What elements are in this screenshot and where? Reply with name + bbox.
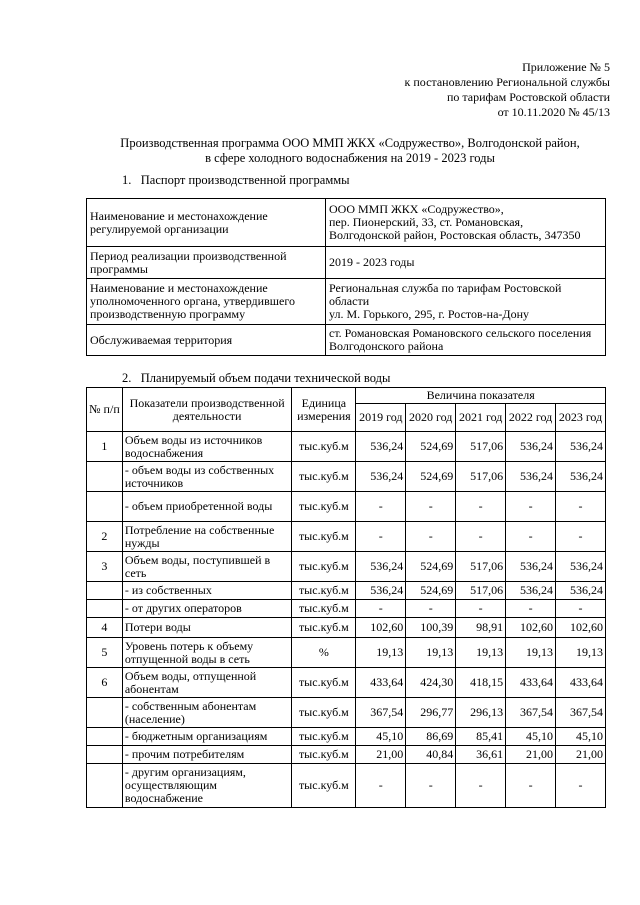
row-value: - — [506, 764, 556, 808]
document-title — [60, 136, 640, 166]
section-1-heading — [122, 173, 350, 188]
row-unit: тыс.куб.м — [292, 618, 356, 638]
row-value: 367,54 — [556, 698, 606, 728]
title-line-2: в сфере холодного водоснабжения на 2019 - 2023 годы — [205, 151, 495, 165]
row-number — [87, 600, 123, 618]
section-number: 1. — [122, 173, 132, 187]
row-value: 19,13 — [356, 638, 406, 668]
table-row — [87, 746, 606, 764]
row-value: - — [556, 522, 606, 552]
row-unit: тыс.куб.м — [292, 764, 356, 808]
row-value: - — [556, 600, 606, 618]
row-indicator: Потребление на собственные нужды — [122, 522, 292, 552]
passport-label: Период реализации производственной программы — [87, 247, 326, 279]
table-row — [87, 764, 606, 808]
value-line: Волгодонской район, Ростовская область, 347350 — [329, 228, 581, 242]
row-unit: тыс.куб.м — [292, 522, 356, 552]
row-value: 424,30 — [406, 668, 456, 698]
row-value: 21,00 — [506, 746, 556, 764]
row-value: 536,24 — [356, 462, 406, 492]
column-header-year: 2023 год — [556, 404, 606, 432]
value-line: ст. Романовская Романовского сельского поселения Волгодонского района — [329, 326, 592, 353]
row-indicator: Уровень потерь к объему отпущенной воды в сеть — [122, 638, 292, 668]
row-value: 536,24 — [556, 552, 606, 582]
value-line: пер. Пионерский, 33, ст. Романовская, — [329, 215, 524, 229]
table-row — [87, 462, 606, 492]
row-unit: тыс.куб.м — [292, 668, 356, 698]
passport-table — [86, 198, 606, 356]
row-number: 6 — [87, 668, 123, 698]
table-row — [87, 199, 606, 247]
volume-table — [86, 387, 606, 808]
row-value: 517,06 — [456, 432, 506, 462]
column-header-value-group: Величина показателя — [356, 388, 606, 404]
row-number: 4 — [87, 618, 123, 638]
row-indicator: - собственным абонентам (население) — [122, 698, 292, 728]
row-value: 45,10 — [556, 728, 606, 746]
row-number — [87, 582, 123, 600]
table-row — [87, 325, 606, 356]
row-indicator: Объем воды, поступившей в сеть — [122, 552, 292, 582]
row-value: 536,24 — [506, 552, 556, 582]
row-value: 19,13 — [556, 638, 606, 668]
row-value: 19,13 — [456, 638, 506, 668]
row-value: 86,69 — [406, 728, 456, 746]
table-row — [87, 552, 606, 582]
row-number — [87, 492, 123, 522]
table-row — [87, 638, 606, 668]
row-unit: тыс.куб.м — [292, 698, 356, 728]
row-value: 45,10 — [356, 728, 406, 746]
row-value: - — [506, 492, 556, 522]
table-row — [87, 582, 606, 600]
row-value: - — [406, 522, 456, 552]
row-number — [87, 746, 123, 764]
row-number — [87, 728, 123, 746]
column-header-year: 2020 год — [406, 404, 456, 432]
row-value: 19,13 — [406, 638, 456, 668]
table-row — [87, 432, 606, 462]
table-row — [87, 279, 606, 325]
row-value: 536,24 — [556, 432, 606, 462]
appendix-line: Приложение № 5 — [522, 60, 610, 74]
passport-value — [326, 325, 606, 356]
row-unit: тыс.куб.м — [292, 600, 356, 618]
row-value: 536,24 — [556, 462, 606, 492]
row-unit: тыс.куб.м — [292, 462, 356, 492]
value-line: Региональная служба по тарифам Ростовской области — [329, 281, 562, 308]
row-indicator: - от других операторов — [122, 600, 292, 618]
row-unit: тыс.куб.м — [292, 728, 356, 746]
row-value: - — [506, 600, 556, 618]
row-value: - — [406, 764, 456, 808]
row-value: 536,24 — [506, 582, 556, 600]
section-2-heading — [122, 371, 390, 386]
row-indicator: Объем воды из источников водоснабжения — [122, 432, 292, 462]
passport-label: Наименование и местонахождение уполномоченного органа, утвердившего производственную программу — [87, 279, 326, 325]
passport-value — [326, 199, 606, 247]
row-unit: тыс.куб.м — [292, 746, 356, 764]
row-number — [87, 764, 123, 808]
row-value: 536,24 — [356, 582, 406, 600]
row-value: 367,54 — [506, 698, 556, 728]
row-value: 524,69 — [406, 432, 456, 462]
column-header-indicator: Показатели производственной деятельности — [122, 388, 292, 432]
row-value: 536,24 — [356, 552, 406, 582]
row-value: - — [406, 600, 456, 618]
row-value: 433,64 — [506, 668, 556, 698]
appendix-line: к постановлению Региональной службы — [404, 75, 610, 89]
appendix-line: по тарифам Ростовской области — [446, 90, 610, 104]
section-title: Паспорт производственной программы — [140, 173, 350, 187]
row-value: 296,77 — [406, 698, 456, 728]
row-value: - — [456, 492, 506, 522]
row-value: 517,06 — [456, 552, 506, 582]
row-value: 98,91 — [456, 618, 506, 638]
appendix-header — [405, 60, 610, 120]
column-header-unit: Единица измерения — [292, 388, 356, 432]
appendix-line: от 10.11.2020 № 45/13 — [497, 105, 610, 119]
row-value: 517,06 — [456, 462, 506, 492]
row-value: 524,69 — [406, 552, 456, 582]
section-number: 2. — [122, 371, 132, 385]
row-value: 102,60 — [506, 618, 556, 638]
row-number: 5 — [87, 638, 123, 668]
row-indicator: - бюджетным организациям — [122, 728, 292, 746]
row-value: 536,24 — [556, 582, 606, 600]
row-value: - — [356, 600, 406, 618]
table-row — [87, 522, 606, 552]
row-value: 100,39 — [406, 618, 456, 638]
row-value: - — [556, 764, 606, 808]
row-number: 3 — [87, 552, 123, 582]
value-line: ул. М. Горького, 295, г. Ростов-на-Дону — [329, 307, 529, 321]
table-row — [87, 600, 606, 618]
row-unit: тыс.куб.м — [292, 492, 356, 522]
row-value: - — [556, 492, 606, 522]
table-row — [87, 728, 606, 746]
row-indicator: - из собственных — [122, 582, 292, 600]
passport-label: Наименование и местонахождение регулируемой организации — [87, 199, 326, 247]
table-header-row — [87, 388, 606, 404]
table-row — [87, 247, 606, 279]
row-indicator: - другим организациям, осуществляющим водоснабжение — [122, 764, 292, 808]
row-value: 45,10 — [506, 728, 556, 746]
passport-value — [326, 247, 606, 279]
row-value: 536,24 — [356, 432, 406, 462]
row-value: - — [506, 522, 556, 552]
row-number — [87, 698, 123, 728]
column-header-num: № п/п — [87, 388, 123, 432]
row-unit: % — [292, 638, 356, 668]
row-number: 1 — [87, 432, 123, 462]
table-row — [87, 618, 606, 638]
row-value: 102,60 — [356, 618, 406, 638]
table-row — [87, 492, 606, 522]
row-value: 536,24 — [506, 462, 556, 492]
row-value: 21,00 — [356, 746, 406, 764]
row-value: 296,13 — [456, 698, 506, 728]
row-number: 2 — [87, 522, 123, 552]
table-row — [87, 698, 606, 728]
row-value: 433,64 — [556, 668, 606, 698]
row-indicator: - прочим потребителям — [122, 746, 292, 764]
section-title: Планируемый объем подачи технической воды — [140, 371, 391, 385]
value-line: ООО ММП ЖКХ «Содружество», — [329, 202, 504, 216]
row-indicator: Объем воды, отпущенной абонентам — [122, 668, 292, 698]
row-value: - — [456, 764, 506, 808]
row-indicator: - объем воды из собственных источников — [122, 462, 292, 492]
passport-label: Обслуживаемая территория — [87, 325, 326, 356]
column-header-year: 2022 год — [506, 404, 556, 432]
row-value: 418,15 — [456, 668, 506, 698]
row-value: 536,24 — [506, 432, 556, 462]
row-indicator: Потери воды — [122, 618, 292, 638]
row-value: 433,64 — [356, 668, 406, 698]
row-value: - — [456, 600, 506, 618]
row-value: - — [356, 492, 406, 522]
row-value: 517,06 — [456, 582, 506, 600]
row-value: 36,61 — [456, 746, 506, 764]
row-value: 19,13 — [506, 638, 556, 668]
title-line-1: Производственная программа ООО ММП ЖКХ «Содружество», Волгодонской район, — [120, 136, 580, 150]
row-value: - — [356, 522, 406, 552]
row-value: 102,60 — [556, 618, 606, 638]
column-header-year: 2021 год — [456, 404, 506, 432]
row-unit: тыс.куб.м — [292, 552, 356, 582]
column-header-year: 2019 год — [356, 404, 406, 432]
row-number — [87, 462, 123, 492]
row-value: - — [456, 522, 506, 552]
row-value: - — [356, 764, 406, 808]
row-value: 21,00 — [556, 746, 606, 764]
row-value: 85,41 — [456, 728, 506, 746]
row-unit: тыс.куб.м — [292, 582, 356, 600]
row-value: 524,69 — [406, 582, 456, 600]
row-value: 367,54 — [356, 698, 406, 728]
row-indicator: - объем приобретенной воды — [122, 492, 292, 522]
value-line: 2019 - 2023 годы — [329, 255, 415, 269]
row-unit: тыс.куб.м — [292, 432, 356, 462]
row-value: - — [406, 492, 456, 522]
volume-table-body — [87, 432, 606, 808]
row-value: 40,84 — [406, 746, 456, 764]
row-value: 524,69 — [406, 462, 456, 492]
passport-value — [326, 279, 606, 325]
table-row — [87, 668, 606, 698]
